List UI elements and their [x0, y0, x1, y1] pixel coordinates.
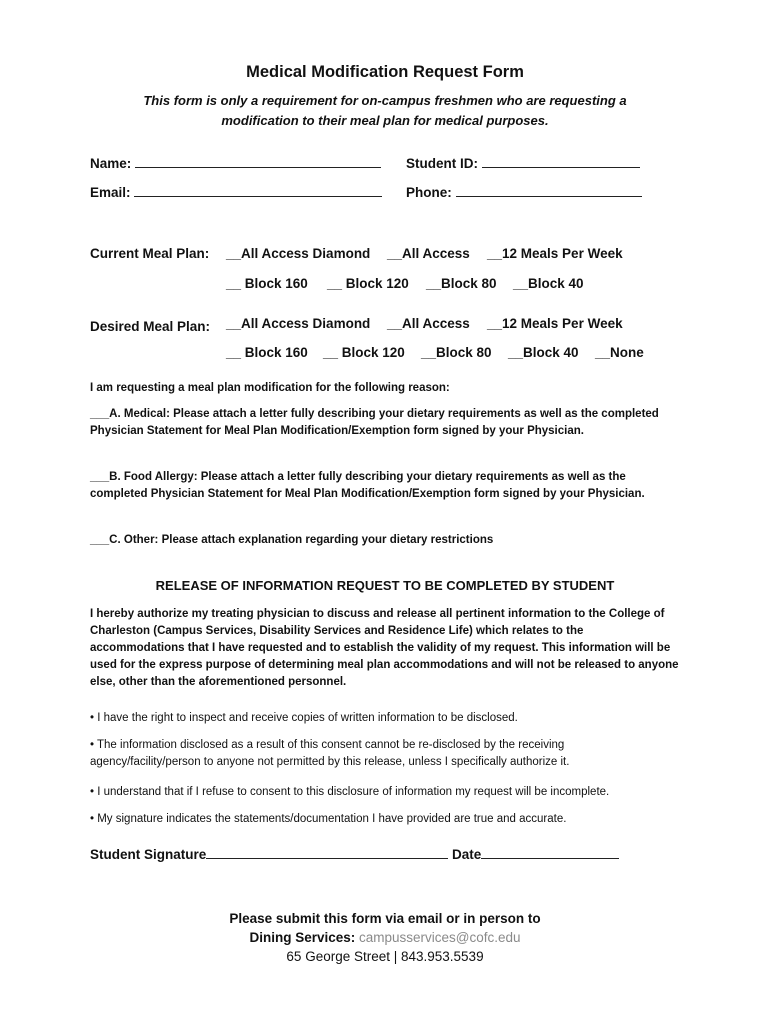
- phone-label: Phone:: [406, 185, 452, 200]
- dining-services-label: Dining Services:: [249, 930, 356, 945]
- phone-field-group: [406, 184, 642, 200]
- release-heading: RELEASE OF INFORMATION REQUEST TO BE COMPLETED BY STUDENT: [155, 578, 615, 593]
- current-option-12-meals[interactable]: __12 Meals Per Week: [487, 246, 623, 261]
- subtitle-line-1: This form is only a requirement for on-campus freshmen who are requesting a: [143, 93, 627, 108]
- desired-option-block-120[interactable]: __ Block 120: [323, 345, 405, 360]
- release-bullet-1: • I have the right to inspect and receive copies of written information to be disclosed.: [90, 712, 518, 724]
- desired-option-all-access[interactable]: __All Access: [387, 316, 470, 331]
- desired-option-none[interactable]: __None: [595, 345, 644, 360]
- desired-meal-plan-label: Desired Meal Plan:: [90, 319, 211, 334]
- email-label: Email:: [90, 185, 131, 200]
- desired-option-block-160[interactable]: __ Block 160: [226, 345, 308, 360]
- email-field-group: [90, 184, 382, 200]
- current-meal-plan-label: Current Meal Plan:: [90, 246, 210, 261]
- reason-option-other[interactable]: ___C. Other: Please attach explanation regarding your dietary restrictions: [90, 534, 494, 546]
- name-field-group: [90, 155, 381, 171]
- desired-option-12-meals[interactable]: __12 Meals Per Week: [487, 316, 623, 331]
- student-id-field-group: [406, 155, 640, 171]
- reason-option-food-allergy[interactable]: ___B. Food Allergy: Please attach a letter fully describing your dietary requirements as well as the completed Physician Statement for Meal Plan Modification/Exemption form signed by your Physician.: [90, 471, 645, 500]
- email-field[interactable]: [134, 184, 382, 197]
- student-id-label: Student ID:: [406, 156, 478, 171]
- current-option-block-120[interactable]: __ Block 120: [327, 276, 409, 291]
- release-bullet-3: • I understand that if I refuse to consent to this disclosure of information my request will be incomplete.: [90, 786, 610, 798]
- name-field[interactable]: [135, 155, 381, 168]
- signature-field[interactable]: [206, 846, 448, 859]
- desired-option-block-80[interactable]: __Block 80: [421, 345, 492, 360]
- form-title: Medical Modification Request Form: [246, 63, 524, 81]
- reason-option-medical[interactable]: ___A. Medical: Please attach a letter fully describing your dietary requirements as well as the completed Physician Statement for Meal Plan Modification/Exemption form signed by your Physician.: [90, 408, 659, 437]
- signature-group: [90, 846, 619, 862]
- contact-email-link[interactable]: campusservices@cofc.edu: [359, 930, 521, 945]
- footer-address: 65 George Street | 843.953.5539: [286, 949, 484, 964]
- name-label: Name:: [90, 156, 132, 171]
- desired-option-all-access-diamond[interactable]: __All Access Diamond: [226, 316, 371, 331]
- current-option-block-160[interactable]: __ Block 160: [226, 276, 308, 291]
- signature-label: Student Signature: [90, 847, 207, 862]
- reason-intro: I am requesting a meal plan modification for the following reason:: [90, 382, 450, 394]
- release-bullet-4: • My signature indicates the statements/documentation I have provided are true and accurate.: [90, 813, 567, 825]
- footer-instructions: Please submit this form via email or in person to: [229, 911, 541, 926]
- form-subtitle: [0, 91, 770, 131]
- release-paragraph: I hereby authorize my treating physician to discuss and release all pertinent information to the College of Charleston (Campus Services, Disability Services and Residence Life) which relates to the accommodations that I have requested and to establish the validity of my request. This information will be used for the express purpose of determining meal plan accommodations and will not be released to anyone else, other than the aforementioned personnel.: [90, 608, 679, 688]
- subtitle-line-2: modification to their meal plan for medical purposes.: [221, 113, 549, 128]
- current-option-block-80[interactable]: __Block 80: [426, 276, 497, 291]
- date-field[interactable]: [481, 846, 619, 859]
- release-bullet-2: • The information disclosed as a result of this consent cannot be re-disclosed by the receiving agency/facility/person to anyone not permitted by this release, unless I specifically authorize it.: [90, 739, 570, 768]
- student-id-field[interactable]: [482, 155, 640, 168]
- current-option-block-40[interactable]: __Block 40: [513, 276, 584, 291]
- phone-field[interactable]: [456, 184, 642, 197]
- current-option-all-access[interactable]: __All Access: [387, 246, 470, 261]
- current-option-all-access-diamond[interactable]: __All Access Diamond: [226, 246, 371, 261]
- footer-contact: [0, 930, 770, 945]
- date-label: Date: [452, 847, 482, 862]
- desired-option-block-40[interactable]: __Block 40: [508, 345, 579, 360]
